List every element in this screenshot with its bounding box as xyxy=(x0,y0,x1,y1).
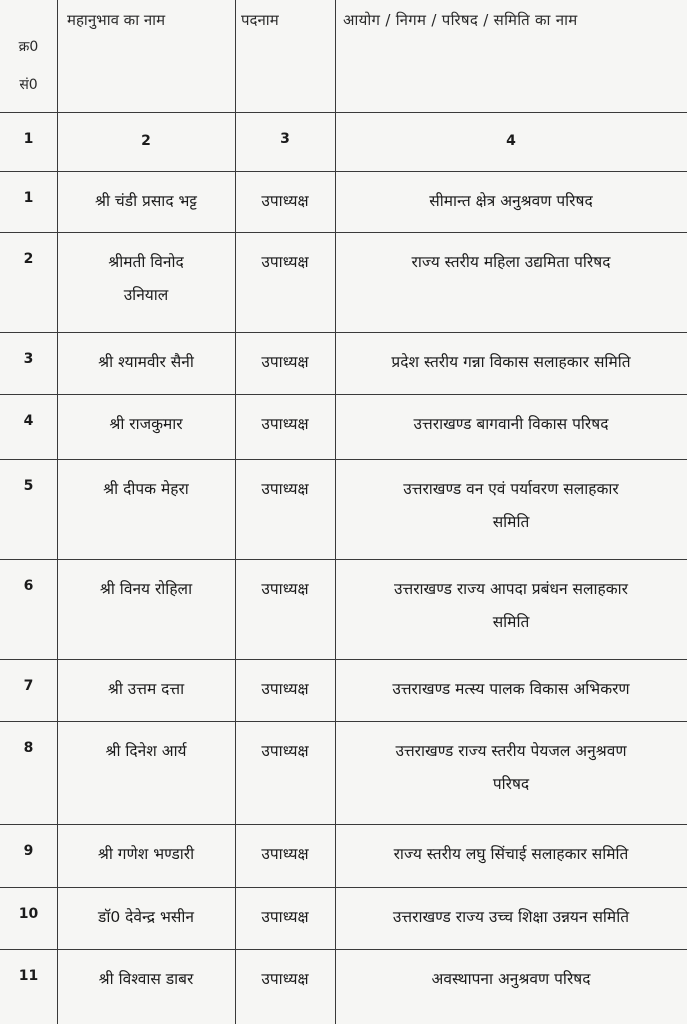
row-organization xyxy=(335,825,687,887)
table-row xyxy=(0,722,687,824)
organization-name-line: राज्य स्तरीय महिला उद्यमिता परिषद xyxy=(411,253,611,271)
person-name-line: श्री विनय रोहिला xyxy=(99,580,193,598)
row-designation: उपाध्यक्ष xyxy=(261,415,309,433)
row-serial-number: 11 xyxy=(18,968,39,984)
row-divider xyxy=(0,949,687,950)
organization-name-line: राज्य स्तरीय लघु सिंचाई सलाहकार समिति xyxy=(393,845,629,863)
row-organization xyxy=(335,950,687,1024)
header-organization: आयोग / निगम / परिषद / समिति का नाम xyxy=(343,11,578,29)
column-number-3: 3 xyxy=(280,131,290,147)
person-name-line: श्री राजकुमार xyxy=(109,415,183,433)
organization-name-line: उत्तराखण्ड वन एवं पर्यावरण सलाहकार xyxy=(403,480,619,498)
row-person-name xyxy=(57,722,235,824)
row-designation: उपाध्यक्ष xyxy=(261,908,309,926)
organization-name-line: सीमान्त क्षेत्र अनुश्रवण परिषद xyxy=(429,192,593,210)
row-designation: उपाध्यक्ष xyxy=(261,580,309,598)
row-divider xyxy=(0,394,687,395)
table-row xyxy=(0,660,687,721)
column-number-1: 1 xyxy=(23,131,34,147)
row-organization xyxy=(335,172,687,232)
row-serial-number: 10 xyxy=(18,906,39,922)
row-serial-number: 8 xyxy=(23,740,34,756)
header-designation: पदनाम xyxy=(241,11,279,29)
row-organization xyxy=(335,460,687,559)
row-organization xyxy=(335,560,687,659)
column-number-4: 4 xyxy=(506,133,516,149)
person-name-line: श्री उत्तम दत्ता xyxy=(107,680,185,698)
header-serial xyxy=(0,0,57,112)
organization-name-line: उत्तराखण्ड मत्स्य पालक विकास अभिकरण xyxy=(392,680,630,698)
row-divider xyxy=(0,559,687,560)
row-person-name xyxy=(57,950,235,1024)
table-row xyxy=(0,395,687,459)
row-organization xyxy=(335,888,687,949)
table-row xyxy=(0,333,687,394)
table-row xyxy=(0,825,687,887)
row-person-name xyxy=(57,460,235,559)
person-name-line: श्री दीपक मेहरा xyxy=(103,480,189,498)
row-organization xyxy=(335,660,687,721)
row-serial-number: 5 xyxy=(23,478,34,494)
row-designation: उपाध्यक्ष xyxy=(261,742,309,760)
table-row xyxy=(0,233,687,332)
table-row xyxy=(0,560,687,659)
person-name-line: डॉ0 देवेन्द्र भसीन xyxy=(98,908,194,926)
row-designation: उपाध्यक्ष xyxy=(261,253,309,271)
row-person-name xyxy=(57,233,235,332)
row-serial-number: 6 xyxy=(23,578,34,594)
table-row xyxy=(0,888,687,949)
row-divider xyxy=(0,232,687,233)
header-name: महानुभाव का नाम xyxy=(67,11,166,29)
row-designation: उपाध्यक्ष xyxy=(261,680,309,698)
row-designation: उपाध्यक्ष xyxy=(261,192,309,210)
person-name-line: श्री गणेश भण्डारी xyxy=(97,845,195,863)
row-person-name xyxy=(57,395,235,459)
table-row xyxy=(0,172,687,232)
organization-name-line: समिति xyxy=(492,613,530,631)
row-person-name xyxy=(57,560,235,659)
row-divider xyxy=(0,824,687,825)
person-name-line: उनियाल xyxy=(123,286,169,304)
table-row xyxy=(0,950,687,1024)
row-serial-number: 4 xyxy=(23,413,34,429)
row-serial-number: 9 xyxy=(23,843,34,859)
column-numbers-row xyxy=(0,113,687,171)
person-name-line: श्रीमती विनोद xyxy=(108,253,184,271)
column-number-2: 2 xyxy=(141,133,151,149)
row-divider xyxy=(0,659,687,660)
header-serial-line1: क्र0 xyxy=(18,39,39,55)
row-organization xyxy=(335,333,687,394)
row-divider xyxy=(0,887,687,888)
header-serial-line2: सं0 xyxy=(19,77,38,93)
row-divider xyxy=(0,459,687,460)
row-organization xyxy=(335,233,687,332)
organization-name-line: उत्तराखण्ड राज्य आपदा प्रबंधन सलाहकार xyxy=(394,580,628,598)
person-name-line: श्री श्यामवीर सैनी xyxy=(98,353,194,371)
row-designation: उपाध्यक्ष xyxy=(261,970,309,988)
row-organization xyxy=(335,722,687,824)
person-name-line: श्री चंडी प्रसाद भट्ट xyxy=(95,192,197,210)
table-row xyxy=(0,460,687,559)
organization-name-line: उत्तराखण्ड राज्य उच्च शिक्षा उन्नयन समिति xyxy=(392,908,630,926)
row-serial-number: 3 xyxy=(23,351,34,367)
person-name-line: श्री दिनेश आर्य xyxy=(105,742,187,760)
row-person-name xyxy=(57,172,235,232)
organization-name-line: प्रदेश स्तरीय गन्ना विकास सलाहकार समिति xyxy=(391,353,631,371)
organization-name-line: उत्तराखण्ड राज्य स्तरीय पेयजल अनुश्रवण xyxy=(395,742,627,760)
header-row xyxy=(0,0,687,112)
person-name-line: श्री विश्वास डाबर xyxy=(98,970,194,988)
row-person-name xyxy=(57,888,235,949)
row-designation: उपाध्यक्ष xyxy=(261,845,309,863)
row-serial-number: 1 xyxy=(23,190,34,206)
organization-name-line: परिषद xyxy=(492,775,530,793)
organization-name-line: समिति xyxy=(492,513,530,531)
row-serial-number: 7 xyxy=(23,678,34,694)
row-divider xyxy=(0,721,687,722)
row-person-name xyxy=(57,825,235,887)
row-divider xyxy=(0,332,687,333)
row-designation: उपाध्यक्ष xyxy=(261,353,309,371)
organization-name-line: उत्तराखण्ड बागवानी विकास परिषद xyxy=(413,415,609,433)
row-designation: उपाध्यक्ष xyxy=(261,480,309,498)
row-organization xyxy=(335,395,687,459)
organization-name-line: अवस्थापना अनुश्रवण परिषद xyxy=(431,970,591,988)
row-person-name xyxy=(57,660,235,721)
row-serial-number: 2 xyxy=(23,251,34,267)
row-person-name xyxy=(57,333,235,394)
